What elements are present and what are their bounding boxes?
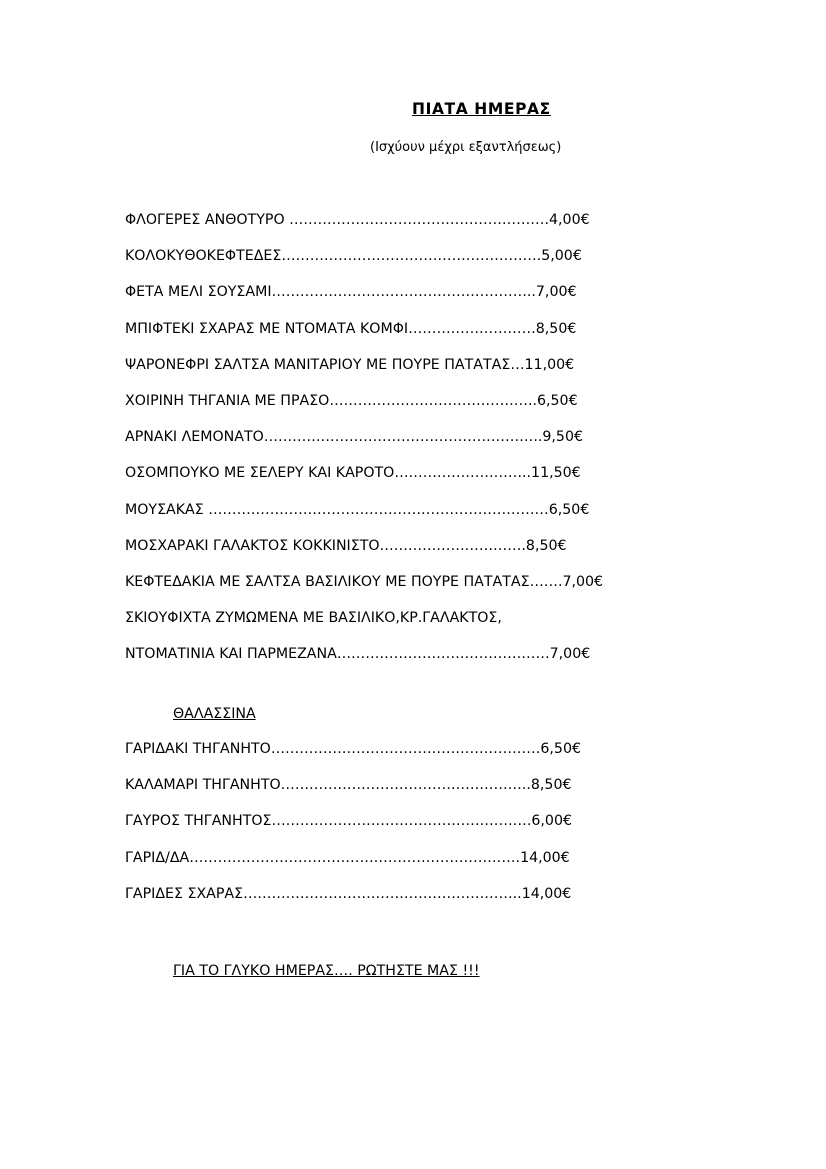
- seafood-item: ΓΑΥΡΟΣ ΤΗΓΑΝΗΤΟΣ……………………………………………….6,00€: [125, 813, 572, 830]
- dish-item: ΜΟΣΧΑΡΑΚΙ ΓΑΛΑΚΤΟΣ ΚΟΚΚΙΝΙΣΤΟ………………………….8,50€: [125, 537, 567, 554]
- dish-item: ΧΟΙΡΙΝΗ ΤΗΓΑΝΙΑ ΜΕ ΠΡΑΣΟ……………………………………..6,50€: [125, 392, 578, 409]
- dessert-note: ΓΙΑ ΤΟ ΓΛΥΚΟ ΗΜΕΡΑΣ…. ΡΩΤΗΣΤΕ ΜΑΣ !!!: [173, 963, 480, 979]
- dish-item: ΚΕΦΤΕΔΑΚΙΑ ΜΕ ΣΑΛΤΣΑ ΒΑΣΙΛΙΚΟΥ ΜΕ ΠΟΥΡΕ ΠΑΤΑΤΑΣ…….7,00€: [125, 573, 604, 590]
- seafood-heading: ΘΑΛΑΣΣΙΝΑ: [173, 706, 256, 722]
- seafood-item: ΓΑΡΙΔΕΣ ΣΧΑΡΑΣ…………………………………………………..14,00€: [125, 885, 572, 902]
- seafood-list: [125, 741, 581, 922]
- dish-item: ΦΛΟΓΕΡΕΣ ΑΝΘΟΤΥΡΟ ……………………………………………….4,00€: [125, 212, 590, 228]
- dishes-list: [125, 212, 603, 682]
- dish-item: ΣΚΙΟΥΦΙΧΤΑ ΖΥΜΩΜΕΝΑ ΜΕ ΒΑΣΙΛΙΚΟ,ΚΡ.ΓΑΛΑΚΤΟΣ,: [125, 610, 502, 627]
- dish-item: ΦΕΤΑ ΜΕΛΙ ΣΟΥΣΑΜΙ………………………………………………..7,00€: [125, 284, 577, 301]
- dish-item: ΨΑΡΟΝΕΦΡΙ ΣΑΛΤΣΑ ΜΑΝΙΤΑΡΙΟΥ ΜΕ ΠΟΥΡΕ ΠΑΤΑΤΑΣ…11,00€: [125, 356, 575, 373]
- page-title: ΠΙΑΤΑ ΗΜΕΡΑΣ: [412, 100, 551, 118]
- seafood-item: ΓΑΡΙΔΑΚΙ ΤΗΓΑΝΗΤΟ…………………………………………………6,50€: [125, 741, 581, 757]
- dish-item: ΜΠΙΦΤΕΚΙ ΣΧΑΡΑΣ ΜΕ ΝΤΟΜΑΤΑ ΚΟΜΦΙ………………………8,50€: [125, 320, 577, 337]
- page-subtitle: (Ισχύουν μέχρι εξαντλήσεως): [370, 140, 562, 155]
- dish-item: ΟΣΟΜΠΟΥΚΟ ΜΕ ΣΕΛΕΡΥ ΚΑΙ ΚΑΡΟΤΟ………………………..11,50€: [125, 465, 581, 482]
- dish-item: ΚΟΛΟΚΥΘΟΚΕΦΤΕΔΕΣ……………………………………………….5,00€: [125, 248, 582, 265]
- seafood-item: ΚΑΛΑΜΑΡΙ ΤΗΓΑΝΗΤΟ……………………………………………..8,50€: [125, 777, 572, 794]
- seafood-item: ΓΑΡΙΔ/ΔΑ…………………………………………………………….14,00€: [125, 849, 570, 866]
- dish-item: ΝΤΟΜΑΤΙΝΙΑ ΚΑΙ ΠΑΡΜΕΖΑΝΑ………………………………………7,00€: [125, 646, 591, 663]
- dish-item: ΜΟΥΣΑΚΑΣ ………………………………………………………………6,50€: [125, 501, 590, 518]
- dish-item: ΑΡΝΑΚΙ ΛΕΜΟΝΑΤΟ…………………………………………………..9,50€: [125, 429, 584, 446]
